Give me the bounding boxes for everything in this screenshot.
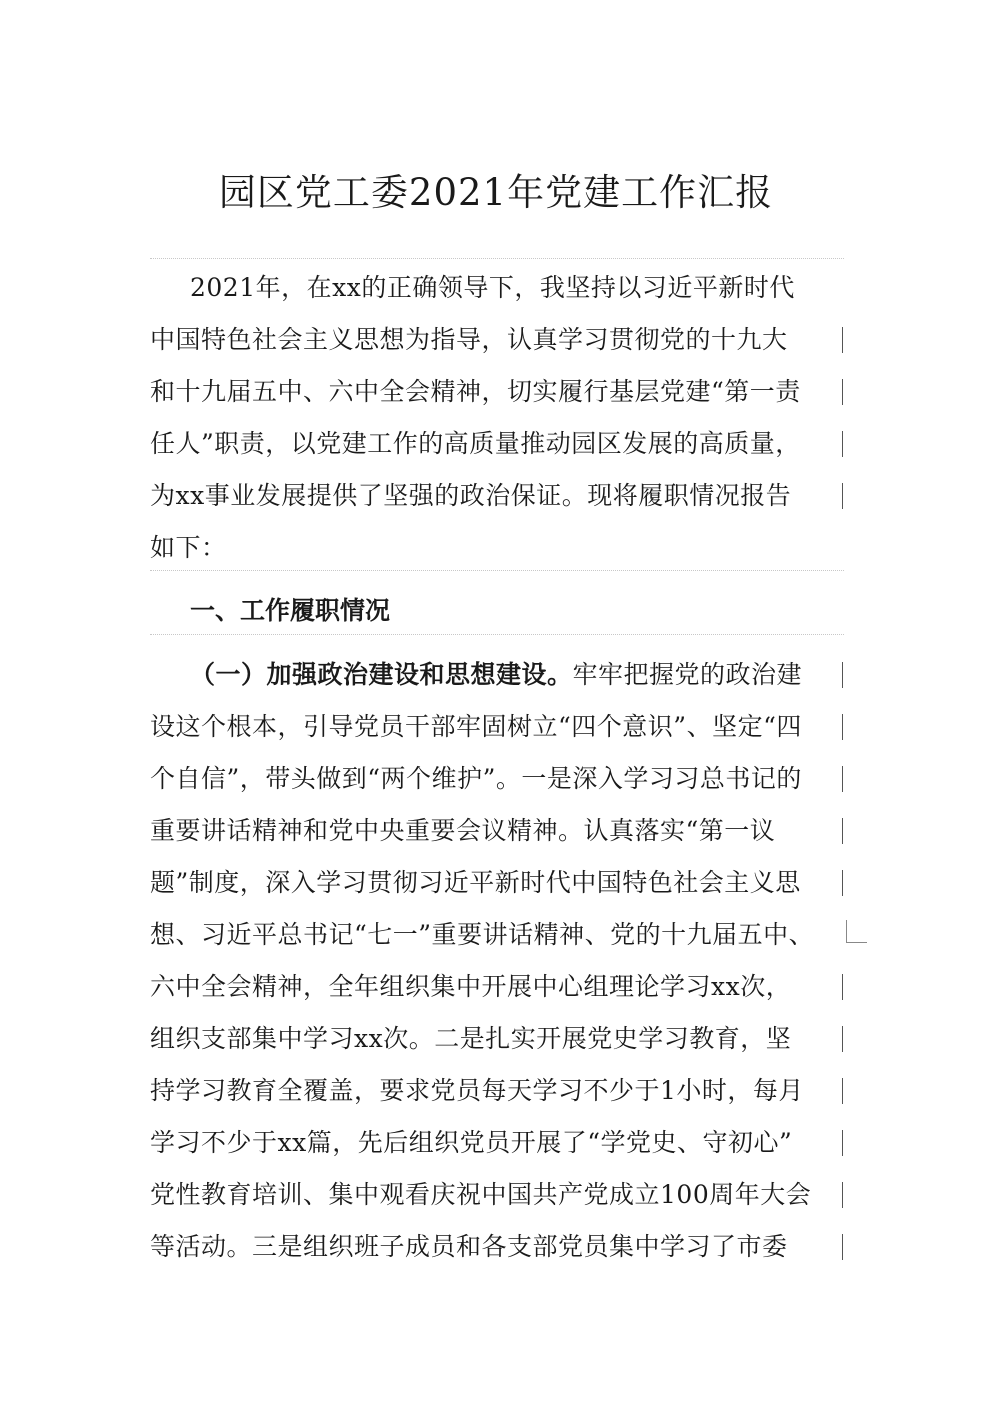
subsection-line: 六中全会精神，全年组织集中开展中心组理论学习xx次， (150, 972, 792, 1001)
subsection-line: 重要讲话精神和党中央重要会议精神。认真落实“第一议 (150, 816, 776, 845)
subsection-line: 个自信”，带头做到“两个维护”。一是深入学习习总书记的 (150, 764, 802, 793)
margin-mark (842, 766, 843, 792)
section-heading: 一、工作履职情况 (190, 596, 391, 625)
intro-line: 如下： (150, 533, 227, 562)
margin-mark (842, 1234, 843, 1260)
margin-mark (842, 1078, 843, 1104)
subsection-line: 持学习教育全覆盖，要求党员每天学习不少于1小时，每月 (150, 1076, 804, 1105)
subsection-line: 设这个根本，引导党员干部牢固树立“四个意识”、坚定“四 (150, 712, 802, 741)
margin-mark (842, 662, 843, 688)
document-title: 园区党工委2021年党建工作汇报 (218, 171, 774, 214)
subsection-line: 等活动。三是组织班子成员和各支部党员集中学习了市委 (150, 1232, 788, 1261)
subsection-line: 题”制度，深入学习贯彻习近平新时代中国特色社会主义思 (150, 868, 801, 897)
intro-line: 和十九届五中、六中全会精神，切实履行基层党建“第一责 (150, 377, 801, 406)
margin-corner-mark (846, 920, 867, 943)
subsection-line: 党性教育培训、集中观看庆祝中国共产党成立100周年大会 (150, 1180, 812, 1209)
subsection-first-line-text: 牢牢把握党的政治建 (572, 660, 803, 689)
intro-line: 中国特色社会主义思想为指导，认真学习贯彻党的十九大 (150, 325, 788, 354)
margin-mark (842, 327, 843, 353)
margin-mark (842, 1182, 843, 1208)
subsection-line: 组织支部集中学习xx次。二是扎实开展党史学习教育，坚 (150, 1024, 792, 1053)
margin-mark (842, 818, 843, 844)
margin-mark (842, 1026, 843, 1052)
subsection-line: 学习不少于xx篇，先后组织党员开展了“学党史、守初心” (150, 1128, 793, 1157)
margin-mark (842, 1130, 843, 1156)
intro-line: 任人”职责，以党建工作的高质量推动园区发展的高质量， (150, 429, 801, 458)
margin-mark (842, 379, 843, 405)
margin-mark (842, 714, 843, 740)
subsection-first-line (190, 655, 802, 695)
margin-mark (842, 870, 843, 896)
paragraph-boundary-rule (150, 634, 844, 635)
intro-line: 为xx事业发展提供了坚强的政治保证。现将履职情况报告 (150, 481, 792, 510)
margin-mark (842, 483, 843, 509)
subsection-heading: （一）加强政治建设和思想建设。 (190, 660, 573, 689)
paragraph-boundary-rule (150, 570, 844, 571)
margin-mark (842, 431, 843, 457)
intro-line: 2021年，在xx的正确领导下，我坚持以习近平新时代 (190, 273, 795, 302)
subsection-line: 想、习近平总书记“七一”重要讲话精神、党的十九届五中、 (150, 920, 815, 949)
margin-mark (842, 974, 843, 1000)
paragraph-boundary-rule (150, 258, 844, 259)
